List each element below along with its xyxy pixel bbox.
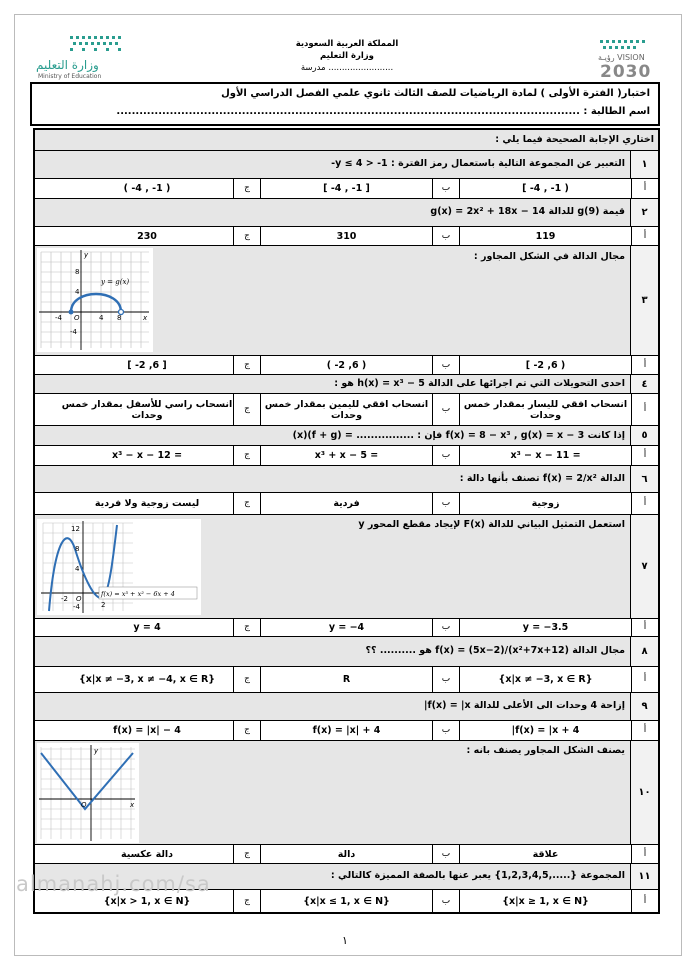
- answer-row: [35, 394, 658, 426]
- option-label-a: أ: [631, 493, 658, 514]
- header-ministry: وزارة التعليم: [320, 51, 374, 61]
- question-number: ٣: [630, 246, 658, 355]
- question-number: ٨: [630, 637, 658, 666]
- option-c[interactable]: ليست زوجية ولا فردية: [94, 498, 200, 509]
- tick-y-12: 12: [71, 525, 80, 533]
- question-number: ١١: [630, 864, 658, 889]
- option-b[interactable]: انسحاب افقي لليمين بمقدار خمس وحدات: [260, 394, 432, 425]
- option-label-c: ج: [233, 446, 260, 465]
- option-label-b: ب: [432, 890, 459, 912]
- question-text: الدالة f(x) = 2/x² تصنف بأنها دالة :: [459, 473, 625, 484]
- vision-logo-year: 2030: [600, 62, 652, 82]
- option-a[interactable]: {x|x ≥ 1, x ∈ N}: [459, 890, 631, 912]
- answer-row: [35, 845, 658, 864]
- question-row: [35, 246, 658, 356]
- option-a[interactable]: f(x) = |x + 4|: [459, 721, 631, 740]
- option-label-b: ب: [432, 227, 459, 245]
- answer-row: [35, 356, 658, 375]
- option-label-b: ب: [432, 356, 459, 374]
- curve-label: y = g(x): [101, 278, 130, 286]
- option-c[interactable]: ( 1- , 4- ): [123, 183, 171, 194]
- graph-q3: [37, 248, 153, 352]
- option-a[interactable]: ( 6, 2- ]: [459, 356, 631, 374]
- option-label-a: أ: [631, 619, 658, 636]
- question-text: مجال الدالة f(x) = (5x−2)/(x²+7x+12) هو .......... ؟؟: [365, 645, 625, 656]
- origin-label: O: [81, 801, 87, 809]
- watermark: almanahj.com/sa: [16, 872, 211, 896]
- option-b[interactable]: f(x) = |x| + 4: [260, 721, 432, 740]
- question-number: ١٠: [630, 741, 658, 844]
- curve-g: [71, 294, 121, 312]
- option-b[interactable]: {x|x ≤ 1, x ∈ N}: [260, 890, 432, 912]
- tick-y-8: 8: [75, 545, 80, 553]
- tick-y-neg4: -4: [73, 603, 80, 611]
- y-axis-label: y: [84, 251, 89, 259]
- option-c[interactable]: {x|x > 1, x ∈ N}: [103, 895, 191, 907]
- v-shaped-graph: [41, 753, 133, 809]
- tick-x-4: 4: [99, 314, 104, 322]
- question-number: ٦: [630, 466, 658, 492]
- question-row: [35, 515, 658, 619]
- x-axis-label: x: [130, 801, 135, 809]
- answer-row: [35, 667, 658, 693]
- tick-x-2: 2: [101, 601, 106, 609]
- option-label-c: ج: [233, 493, 260, 514]
- question-row: [35, 466, 658, 493]
- question-text: استعمل التمثيل البياني للدالة F(x) لإيجاد مقطع المحور y: [358, 519, 625, 530]
- student-name-field[interactable]: اسم الطالبة : ..........................................................................................................................: [116, 106, 650, 117]
- option-label-c: ج: [233, 356, 260, 374]
- tick-y-4: 4: [75, 288, 80, 296]
- question-row: [35, 375, 658, 394]
- option-b[interactable]: 310: [260, 227, 432, 245]
- option-label-c: ج: [233, 845, 260, 863]
- question-text: احدى التحويلات التي تم اجرائها على الدالة h(x) = x³ − 5 هو :: [334, 378, 625, 389]
- origin-label: O: [74, 314, 80, 322]
- question-text: التعبير عن المجموعة التالية باستعمال رمز الفترة : 1- < y ≤ 4-: [331, 158, 625, 169]
- option-label-c: ج: [233, 179, 260, 198]
- question-number: ٥: [630, 426, 658, 445]
- question-number: ٧: [630, 515, 658, 618]
- option-b[interactable]: دالة: [260, 845, 432, 863]
- option-label-b: ب: [432, 619, 459, 636]
- option-a[interactable]: ( 1- , 4- ]: [459, 179, 631, 198]
- question-number: ٤: [630, 375, 658, 393]
- option-c[interactable]: 230: [137, 230, 157, 242]
- option-label-a: أ: [631, 394, 658, 425]
- option-label-b: ب: [432, 179, 459, 198]
- answer-row: [35, 721, 658, 741]
- question-row: [35, 151, 658, 179]
- question-text: المجموعة {.....,1,2,3,4,5} يعبر عنها بالصفة المميزة كالتالي :: [330, 870, 625, 881]
- question-number: ١: [630, 151, 658, 178]
- option-a[interactable]: = 11 − x³ − x: [459, 446, 631, 465]
- question-number: ٩: [630, 693, 658, 720]
- option-label-b: ب: [432, 446, 459, 465]
- question-text: إذا كانت f(x) = 8 − x³ , g(x) = x − 3 فإن : ................ = (f + g)(x): [292, 430, 625, 441]
- option-b[interactable]: ( 6, 2- ): [260, 356, 432, 374]
- option-a[interactable]: y = −3.5: [459, 619, 631, 636]
- option-label-a: أ: [631, 721, 658, 740]
- question-row: [35, 199, 658, 227]
- vision-logo-text: رؤيـة VISION: [598, 53, 645, 62]
- option-label-a: أ: [631, 356, 658, 374]
- header-school: مدرسة ........................: [300, 63, 394, 73]
- option-b[interactable]: R: [260, 667, 432, 692]
- option-label-a: أ: [631, 227, 658, 245]
- question-row: [35, 693, 658, 721]
- exam-title-box: [30, 82, 660, 126]
- answer-row: [35, 446, 658, 466]
- option-label-c: ج: [233, 394, 260, 425]
- option-b[interactable]: فردية: [260, 493, 432, 514]
- answer-row: [35, 179, 658, 199]
- tick-y-4: 4: [75, 565, 80, 573]
- option-c[interactable]: = 12 − x³ − x: [111, 450, 183, 461]
- option-label-c: ج: [233, 721, 260, 740]
- tick-x-8: 8: [117, 314, 122, 322]
- curve-label: f(x) = x³ + x² − 6x + 4: [101, 590, 175, 598]
- option-label-c: ج: [233, 619, 260, 636]
- page-header: [0, 30, 694, 84]
- graph-q10: [37, 743, 139, 843]
- header-kingdom: المملكة العربية السعودية: [295, 39, 399, 49]
- option-b[interactable]: [ 1- , 4- ]: [260, 179, 432, 198]
- option-label-b: ب: [432, 493, 459, 514]
- question-row: [35, 426, 658, 446]
- tick-x-neg4: -4: [55, 314, 62, 322]
- option-b[interactable]: = 5 − x³ + x: [260, 446, 432, 465]
- option-c[interactable]: y = 4: [133, 622, 161, 633]
- option-a[interactable]: {x|x ≠ −3, x ∈ R}: [459, 667, 631, 692]
- ministry-logo-text: وزارة التعليم: [36, 58, 99, 72]
- option-a[interactable]: انسحاب افقي لليسار بمقدار خمس وحدات: [459, 394, 631, 425]
- ministry-logo-sub: Ministry of Education: [38, 73, 102, 80]
- questions-table: [33, 128, 660, 914]
- page-number: ١: [342, 934, 348, 947]
- option-c[interactable]: {x|x ≠ −3, x ≠ −4, x ∈ R}: [78, 674, 216, 685]
- question-text: يصنف الشكل المجاور يصنف بانه :: [466, 745, 625, 756]
- option-c[interactable]: f(x) = |x| − 4: [113, 725, 181, 736]
- instruction-text: اختاري الإجابة الصحيحة فيما يلي :: [495, 134, 654, 145]
- question-row: [35, 637, 658, 667]
- question-text: قيمة g(9) للدالة g(x) = 2x² + 18x − 14: [430, 206, 625, 217]
- question-text: إزاحة 4 وحدات الى الأعلى للدالة f(x) = |x|: [424, 700, 625, 711]
- question-number: ٢: [630, 199, 658, 226]
- option-c[interactable]: [ 6, 2- ]: [127, 359, 167, 371]
- answer-row: [35, 493, 658, 515]
- option-label-a: أ: [631, 179, 658, 198]
- answer-row: [35, 619, 658, 637]
- option-c[interactable]: انسحاب راسي للأسفل بمقدار خمس وحدات: [61, 398, 233, 421]
- option-a[interactable]: 119: [459, 227, 631, 245]
- option-label-b: ب: [432, 667, 459, 692]
- origin-label: O: [76, 595, 82, 603]
- y-axis-label: y: [94, 747, 99, 755]
- exam-title: اختبار( الفترة الأولى ) لمادة الرياضيات للصف الثالث ثانوي علمي الفصل الدراسي الأول: [221, 88, 650, 99]
- tick-y-neg4: -4: [70, 328, 77, 336]
- x-axis-label: x: [143, 314, 148, 322]
- option-label-a: أ: [631, 446, 658, 465]
- option-label-c: ج: [233, 890, 260, 912]
- option-b[interactable]: y = −4: [260, 619, 432, 636]
- instruction-row: [35, 130, 658, 151]
- option-label-a: أ: [631, 890, 658, 912]
- question-text: مجال الدالة في الشكل المجاور :: [473, 251, 625, 262]
- option-label-b: ب: [432, 721, 459, 740]
- graph-q7: [37, 519, 201, 615]
- tick-y-8: 8: [75, 268, 80, 276]
- closed-endpoint: [69, 310, 74, 315]
- answer-row: [35, 227, 658, 246]
- option-label-c: ج: [233, 667, 260, 692]
- option-c[interactable]: دالة عكسية: [120, 848, 174, 860]
- option-label-c: ج: [233, 227, 260, 245]
- option-label-a: أ: [631, 667, 658, 692]
- option-label-b: ب: [432, 394, 459, 425]
- option-label-b: ب: [432, 845, 459, 863]
- option-a[interactable]: زوجية: [459, 493, 631, 514]
- question-row: [35, 741, 658, 845]
- option-label-a: أ: [631, 845, 658, 863]
- tick-x-neg2: -2: [61, 595, 68, 603]
- option-a[interactable]: علاقة: [459, 845, 631, 863]
